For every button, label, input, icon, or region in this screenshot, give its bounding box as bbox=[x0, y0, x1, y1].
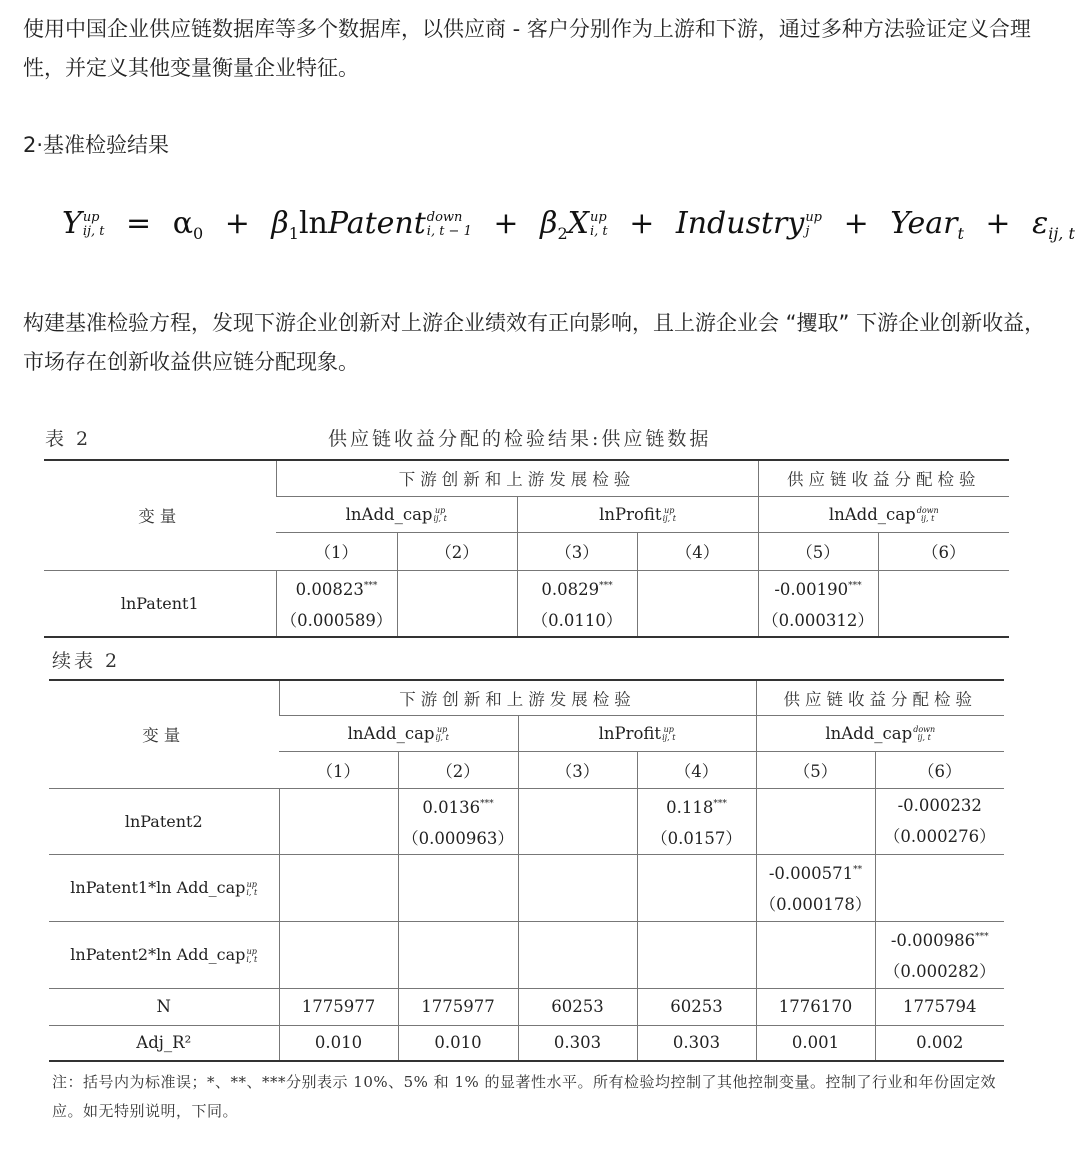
group-header: 下游创新和上游发展检验 bbox=[276, 460, 758, 496]
cell bbox=[518, 788, 637, 854]
cell: -0.000571** （0.000178） bbox=[756, 854, 875, 921]
row-label: lnPatent2 bbox=[49, 788, 279, 854]
cell: 0.002 bbox=[875, 1025, 1004, 1061]
var-header: 变量 bbox=[44, 460, 276, 570]
cell bbox=[875, 854, 1004, 921]
cell bbox=[756, 788, 875, 854]
row-label: lnPatent1 bbox=[44, 570, 276, 637]
cell bbox=[279, 788, 398, 854]
var-header: 变量 bbox=[49, 680, 279, 788]
col-number: （4） bbox=[637, 532, 758, 570]
cell: 0.00823*** （0.000589） bbox=[276, 570, 397, 637]
cell bbox=[637, 854, 756, 921]
col-number: （5） bbox=[756, 751, 875, 788]
dv-header: lnProfit up ij, t bbox=[518, 715, 756, 751]
dv-header: lnAdd_cap down ij, t bbox=[756, 715, 1004, 751]
table1-label: 表 2 bbox=[45, 428, 92, 450]
cell bbox=[878, 570, 1009, 637]
dv-header: lnAdd_cap up ij, t bbox=[279, 715, 518, 751]
finding-paragraph: 构建基准检验方程，发现下游企业创新对上游企业绩效有正向影响，且上游企业会 “攫取” 下游企业创新收益，市场存在创新收益供应链分配现象。 bbox=[23, 311, 1046, 374]
group-header: 供应链收益分配检验 bbox=[758, 460, 1009, 496]
cell: 0.303 bbox=[518, 1025, 637, 1061]
table1-title: 供应链收益分配的检验结果:供应链数据 bbox=[328, 428, 712, 450]
intro-paragraph: 使用中国企业供应链数据库等多个数据库，以供应商 - 客户分别作为上游和下游，通过多种方法验证定义合理性，并定义其他变量衡量企业特征。 bbox=[23, 17, 1031, 80]
cell: 1775977 bbox=[279, 988, 398, 1025]
cell: -0.000986*** （0.000282） bbox=[875, 921, 1004, 988]
row-label: lnPatent1*ln Add_cap up i, t bbox=[49, 854, 279, 921]
col-number: （2） bbox=[397, 532, 517, 570]
row-label: lnPatent2*ln Add_cap up i, t bbox=[49, 921, 279, 988]
section-heading: 2·基准检验结果 bbox=[23, 133, 170, 157]
cell: -0.00190*** （0.000312） bbox=[758, 570, 878, 637]
col-number: （1） bbox=[279, 751, 398, 788]
cell: 0.0829*** （0.0110） bbox=[517, 570, 637, 637]
row-label: N bbox=[49, 988, 279, 1025]
table2-label: 续表 2 bbox=[52, 650, 121, 672]
regression-equation: Y up ij, t = $\alpha_0$ + $\beta_1lnPatent$ down i, t − 1 + $\beta_2X$ up i, t + Industry up j + Year$_t$ + $\varepsilon_{ij, t}$ bbox=[62, 206, 1075, 243]
cell: 0.118*** （0.0157） bbox=[637, 788, 756, 854]
table2 bbox=[49, 679, 1004, 1062]
group-header: 下游创新和上游发展检验 bbox=[279, 680, 756, 715]
cell bbox=[279, 921, 398, 988]
cell bbox=[637, 570, 758, 637]
cell: 60253 bbox=[637, 988, 756, 1025]
col-number: （1） bbox=[276, 532, 397, 570]
cell: 0.001 bbox=[756, 1025, 875, 1061]
cell bbox=[398, 854, 518, 921]
row-label: Adj_R² bbox=[49, 1025, 279, 1061]
dv-header: lnAdd_cap down ij, t bbox=[758, 496, 1009, 532]
cell: 1776170 bbox=[756, 988, 875, 1025]
cell: 0.010 bbox=[398, 1025, 518, 1061]
table1 bbox=[44, 459, 1009, 638]
cell: 0.010 bbox=[279, 1025, 398, 1061]
table-note: 注：括号内为标准误；*、**、***分别表示 10%、5% 和 1% 的显著性水平。所有检验均控制了其他控制变量。控制了行业和年份固定效应。如无特别说明，下同。 bbox=[52, 1073, 997, 1120]
group-header: 供应链收益分配检验 bbox=[756, 680, 1004, 715]
cell bbox=[398, 921, 518, 988]
col-number: （3） bbox=[517, 532, 637, 570]
cell: 0.303 bbox=[637, 1025, 756, 1061]
col-number: （3） bbox=[518, 751, 637, 788]
cell bbox=[279, 854, 398, 921]
dv-header: lnAdd_cap up ij, t bbox=[276, 496, 517, 532]
cell bbox=[637, 921, 756, 988]
cell bbox=[756, 921, 875, 988]
col-number: （5） bbox=[758, 532, 878, 570]
cell: 0.0136*** （0.000963） bbox=[398, 788, 518, 854]
cell bbox=[518, 921, 637, 988]
cell: -0.000232 （0.000276） bbox=[875, 788, 1004, 854]
col-number: （4） bbox=[637, 751, 756, 788]
col-number: （6） bbox=[878, 532, 1009, 570]
col-number: （6） bbox=[875, 751, 1004, 788]
dv-header: lnProfit up ij, t bbox=[517, 496, 758, 532]
cell bbox=[397, 570, 517, 637]
cell: 1775977 bbox=[398, 988, 518, 1025]
cell: 1775794 bbox=[875, 988, 1004, 1025]
cell: 60253 bbox=[518, 988, 637, 1025]
cell bbox=[518, 854, 637, 921]
col-number: （2） bbox=[398, 751, 518, 788]
